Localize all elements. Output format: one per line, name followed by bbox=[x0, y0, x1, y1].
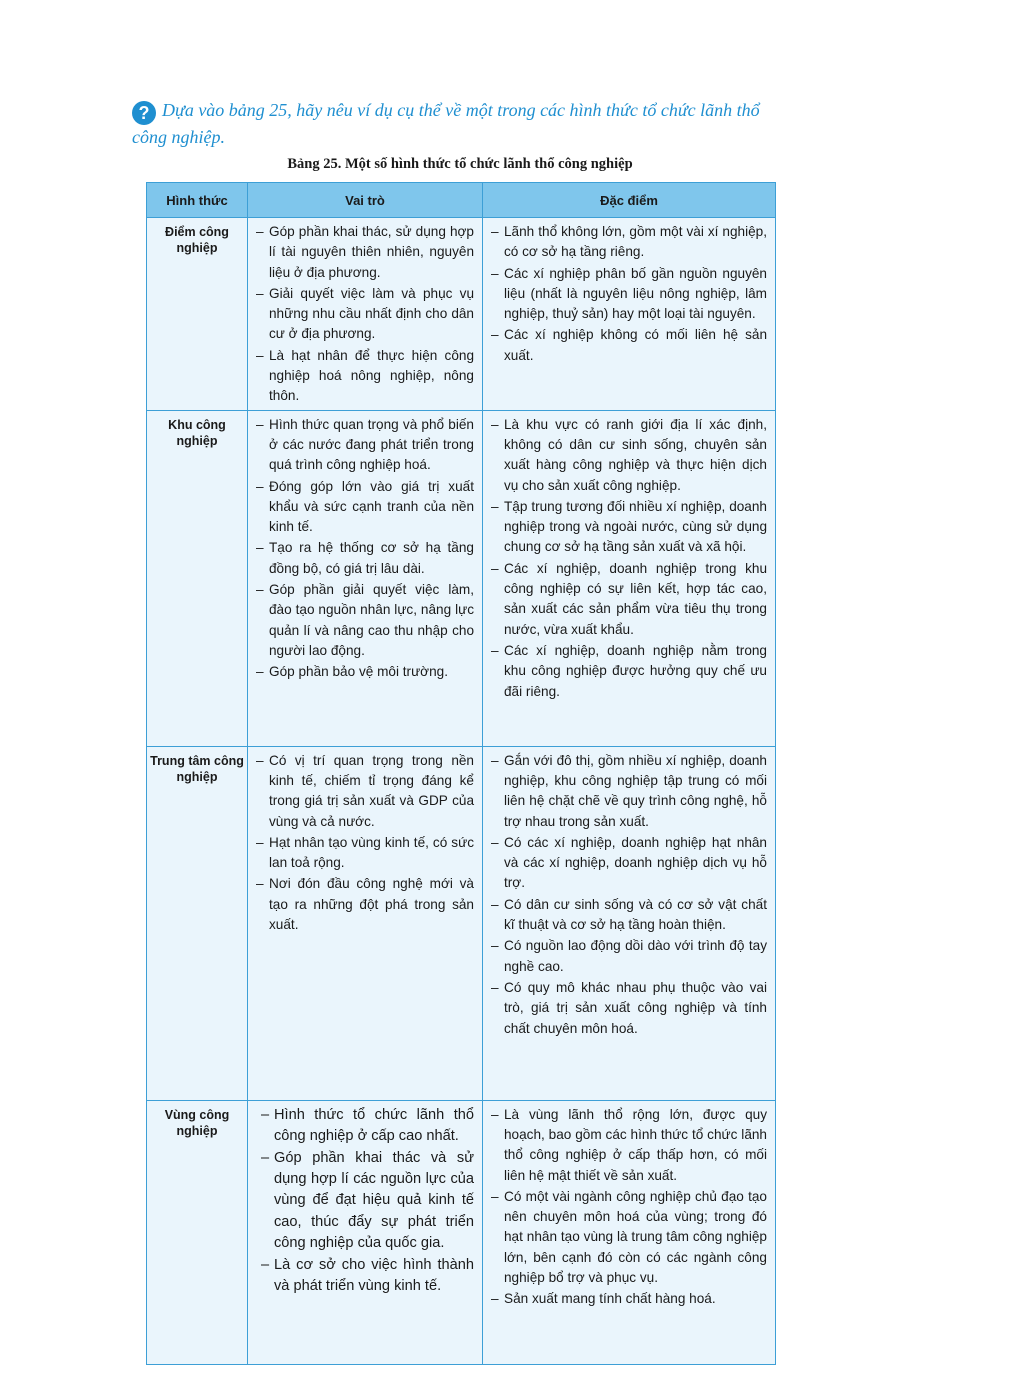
list-item: – Có một vài ngành công nghiệp chủ đạo tạo nên chuyên môn hoá của vùng; trong đó hạt nhân tạo vùng là trung tâm công nghiệp lớn, bên cạnh đó còn có các ngành công nghiệp bổ trợ và phục vụ. bbox=[491, 1187, 767, 1288]
table-row bbox=[147, 1100, 776, 1364]
list-item: – Giải quyết việc làm và phục vụ những nhu cầu nhất định cho dân cư ở địa phương. bbox=[256, 284, 474, 345]
list-item: – Có quy mô khác nhau phụ thuộc vào vai trò, giá trị sản xuất công nghiệp và tính chất chuyên môn hoá. bbox=[491, 978, 767, 1039]
list-item: – Có dân cư sinh sống và có cơ sở vật chất kĩ thuật và cơ sở hạ tầng hoàn thiện. bbox=[491, 895, 767, 936]
list-item: – Gắn với đô thị, gồm nhiều xí nghiệp, doanh nghiệp, khu công nghiệp tập trung có mối liên hệ chặt chẽ về quy trình công nghệ, hỗ trợ nhau trong sản xuất. bbox=[491, 751, 767, 832]
form-cell: Trung tâm công nghiệp bbox=[147, 746, 248, 1100]
list-item: – Góp phần giải quyết việc làm, đào tạo nguồn nhân lực, nâng lực quản lí và nâng cao thu nhập cho người lao động. bbox=[256, 580, 474, 661]
header-role: Vai trò bbox=[248, 183, 483, 218]
features-cell bbox=[483, 1100, 776, 1364]
list-item: – Góp phần bảo vệ môi trường. bbox=[256, 662, 474, 682]
table-caption: Bảng 25. Một số hình thức tổ chức lãnh thổ công nghiệp bbox=[287, 156, 633, 172]
features-cell bbox=[483, 410, 776, 746]
form-cell: Khu công nghiệp bbox=[147, 410, 248, 746]
question bbox=[132, 98, 792, 149]
list-item: – Hình thức quan trọng và phổ biến ở các nước đang phát triển trong quá trình công nghiệp hoá. bbox=[256, 415, 474, 476]
list-item: – Các xí nghiệp không có mối liên hệ sản xuất. bbox=[491, 325, 767, 366]
list-item: – Góp phần khai thác và sử dụng hợp lí các nguồn lực của vùng để đạt hiệu quả kinh tế cao, thúc đẩy sự phát triển công nghiệp của quốc gia. bbox=[261, 1148, 474, 1254]
list-item: – Góp phần khai thác, sử dụng hợp lí tài nguyên thiên nhiên, nguyên liệu ở địa phương. bbox=[256, 222, 474, 283]
list-item: – Các xí nghiệp, doanh nghiệp trong khu công nghiệp có sự liên kết, hợp tác cao, sản xuất các sản phẩm vừa tiêu thụ trong nước, vừa xuất khẩu. bbox=[491, 559, 767, 640]
role-cell bbox=[248, 746, 483, 1100]
features-cell bbox=[483, 746, 776, 1100]
list-item: – Là hạt nhân để thực hiện công nghiệp hoá nông nghiệp, nông thôn. bbox=[256, 346, 474, 407]
question-mark-icon: ? bbox=[132, 101, 156, 125]
list-item: – Là vùng lãnh thổ rộng lớn, được quy hoạch, bao gồm các hình thức tổ chức lãnh thổ công nghiệp ở cấp thấp hơn, có mối liên hệ mật thiết về sản xuất. bbox=[491, 1105, 767, 1186]
table-header-row bbox=[147, 183, 776, 218]
list-item: – Là khu vực có ranh giới địa lí xác định, không có dân cư sinh sống, chuyên sản xuất hàng công nghiệp và thực hiện dịch vụ cho sản xuất công nghiệp. bbox=[491, 415, 767, 496]
features-cell bbox=[483, 218, 776, 411]
form-cell: Điểm công nghiệp bbox=[147, 218, 248, 411]
industrial-organization-table bbox=[146, 182, 776, 1365]
list-item: – Tạo ra hệ thống cơ sở hạ tầng đồng bộ, có giá trị lâu dài. bbox=[256, 538, 474, 579]
list-item: – Có vị trí quan trọng trong nền kinh tế, chiếm tỉ trọng đáng kể trong giá trị sản xuất và GDP của vùng và cả nước. bbox=[256, 751, 474, 832]
question-text: Dựa vào bảng 25, hãy nêu ví dụ cụ thể về một trong các hình thức tổ chức lãnh thổ công nghiệp. bbox=[132, 100, 760, 147]
role-cell bbox=[248, 218, 483, 411]
list-item: – Có nguồn lao động dồi dào với trình độ tay nghề cao. bbox=[491, 936, 767, 977]
list-item: – Tập trung tương đối nhiều xí nghiệp, doanh nghiệp trong và ngoài nước, cùng sử dụng chung cơ sở hạ tầng sản xuất và xã hội. bbox=[491, 497, 767, 558]
list-item: – Nơi đón đầu công nghệ mới và tạo ra những đột phá trong sản xuất. bbox=[256, 874, 474, 935]
list-item: – Là cơ sở cho việc hình thành và phát triển vùng kinh tế. bbox=[261, 1255, 474, 1297]
table-row bbox=[147, 218, 776, 411]
table-row bbox=[147, 746, 776, 1100]
list-item: – Lãnh thổ không lớn, gồm một vài xí nghiệp, có cơ sở hạ tầng riêng. bbox=[491, 222, 767, 263]
list-item: – Sản xuất mang tính chất hàng hoá. bbox=[491, 1289, 767, 1309]
list-item: – Hình thức tổ chức lãnh thổ công nghiệp ở cấp cao nhất. bbox=[261, 1105, 474, 1147]
form-cell: Vùng công nghiệp bbox=[147, 1100, 248, 1364]
list-item: – Các xí nghiệp, doanh nghiệp nằm trong khu công nghiệp được hưởng quy chế ưu đãi riêng. bbox=[491, 641, 767, 702]
table-row bbox=[147, 410, 776, 746]
list-item: – Các xí nghiệp phân bố gần nguồn nguyên liệu (nhất là nguyên liệu nông nghiệp, lâm nghiệp, thuỷ sản) hay một loại tài nguyên. bbox=[491, 264, 767, 325]
list-item: – Có các xí nghiệp, doanh nghiệp hạt nhân và các xí nghiệp, doanh nghiệp dịch vụ hỗ trợ. bbox=[491, 833, 767, 894]
header-features: Đặc điểm bbox=[483, 183, 776, 218]
list-item: – Đóng góp lớn vào giá trị xuất khẩu và sức cạnh tranh của nền kinh tế. bbox=[256, 477, 474, 538]
role-cell bbox=[248, 410, 483, 746]
header-form: Hình thức bbox=[147, 183, 248, 218]
list-item: – Hạt nhân tạo vùng kinh tế, có sức lan toả rộng. bbox=[256, 833, 474, 874]
role-cell bbox=[248, 1100, 483, 1364]
